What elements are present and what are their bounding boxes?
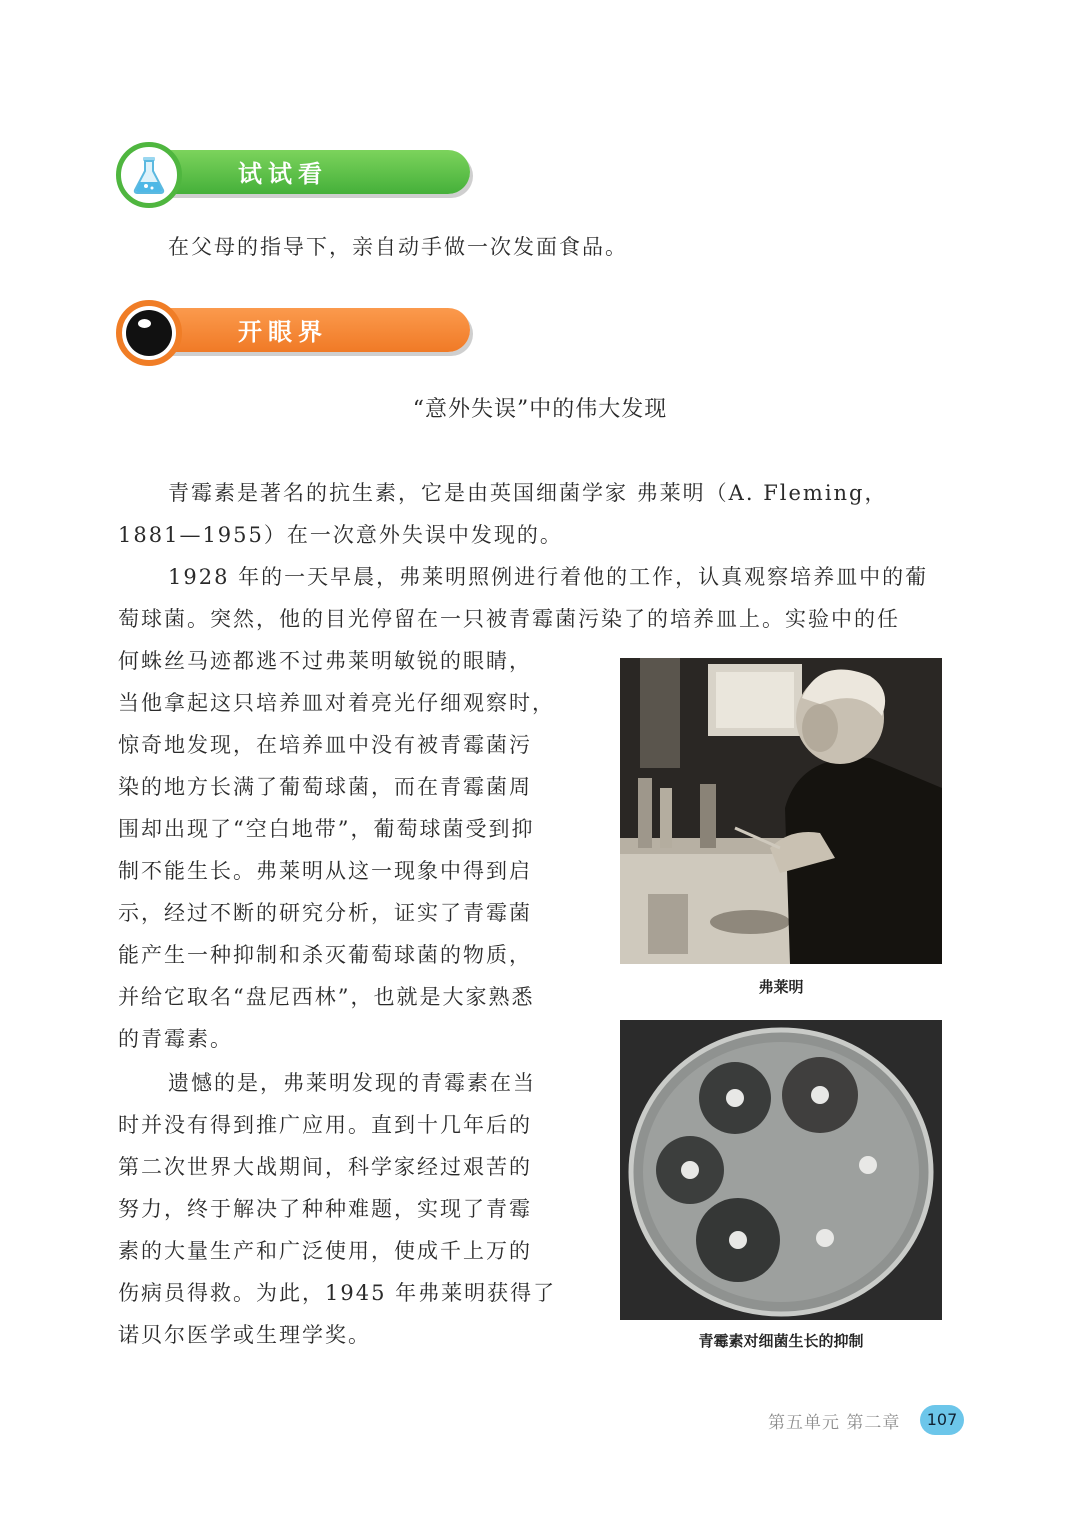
article-line: 并给它取名“盘尼西林”，也就是大家熟悉 [118, 985, 535, 1009]
article-line: 染的地方长满了葡萄球菌，而在青霉菌周 [118, 775, 532, 799]
broaden-horizon-ribbon [156, 308, 470, 352]
article-line: 素的大量生产和广泛使用，使成千上万的 [118, 1239, 532, 1263]
article-line: 1881—1955）在一次意外失误中发现的。 [118, 523, 563, 547]
try-it-text: 在父母的指导下，亲自动手做一次发面食品。 [168, 235, 628, 259]
chapter-label: 第五单元 第二章 [768, 1413, 901, 1433]
article-line: 的青霉素。 [118, 1027, 233, 1051]
article-line: 示，经过不断的研究分析，证实了青霉菌 [118, 901, 532, 925]
article-line: 当他拿起这只培养皿对着亮光仔细观察时， [118, 691, 555, 715]
article-line: 努力，终于解决了种种难题，实现了青霉 [118, 1197, 532, 1221]
article-line: 第二次世界大战期间，科学家经过艰苦的 [118, 1155, 532, 1179]
petri-dish-photo [620, 1020, 942, 1320]
article-line: 围却出现了“空白地带”，葡萄球菌受到抑 [118, 817, 535, 841]
fleming-photo [620, 658, 942, 964]
article-line: 制不能生长。弗莱明从这一现象中得到启 [118, 859, 532, 883]
eye-icon [116, 300, 182, 366]
article-title: “意外失误”中的伟大发现 [412, 397, 668, 422]
article-line: 遗憾的是，弗莱明发现的青霉素在当 [168, 1071, 536, 1095]
broaden-horizon-label: 开眼界 [238, 318, 328, 346]
page-number: 107 [920, 1405, 964, 1435]
article-line: 能产生一种抑制和杀灭葡萄球菌的物质， [118, 943, 532, 967]
petri-dish-photo-caption: 青霉素对细菌生长的抑制 [698, 1332, 864, 1350]
article-line: 诺贝尔医学或生理学奖。 [118, 1323, 371, 1347]
flask-icon [116, 142, 182, 208]
article-line: 伤病员得救。为此，1945 年弗莱明获得了 [118, 1281, 557, 1305]
article-line: 青霉素是著名的抗生素，它是由英国细菌学家 弗莱明（A. Fleming， [168, 481, 888, 505]
article-line: 时并没有得到推广应用。直到十几年后的 [118, 1113, 532, 1137]
try-it-label: 试试看 [238, 160, 328, 188]
article-line: 1928 年的一天早晨，弗莱明照例进行着他的工作，认真观察培养皿中的葡 [168, 565, 929, 589]
article-line: 萄球菌。突然，他的目光停留在一只被青霉菌污染了的培养皿上。实验中的任 [118, 607, 900, 631]
try-it-ribbon [156, 150, 470, 194]
article-line: 惊奇地发现，在培养皿中没有被青霉菌污 [118, 733, 532, 757]
fleming-photo-caption: 弗莱明 [758, 978, 804, 996]
article-line: 何蛛丝马迹都逃不过弗莱明敏锐的眼睛， [118, 649, 532, 673]
